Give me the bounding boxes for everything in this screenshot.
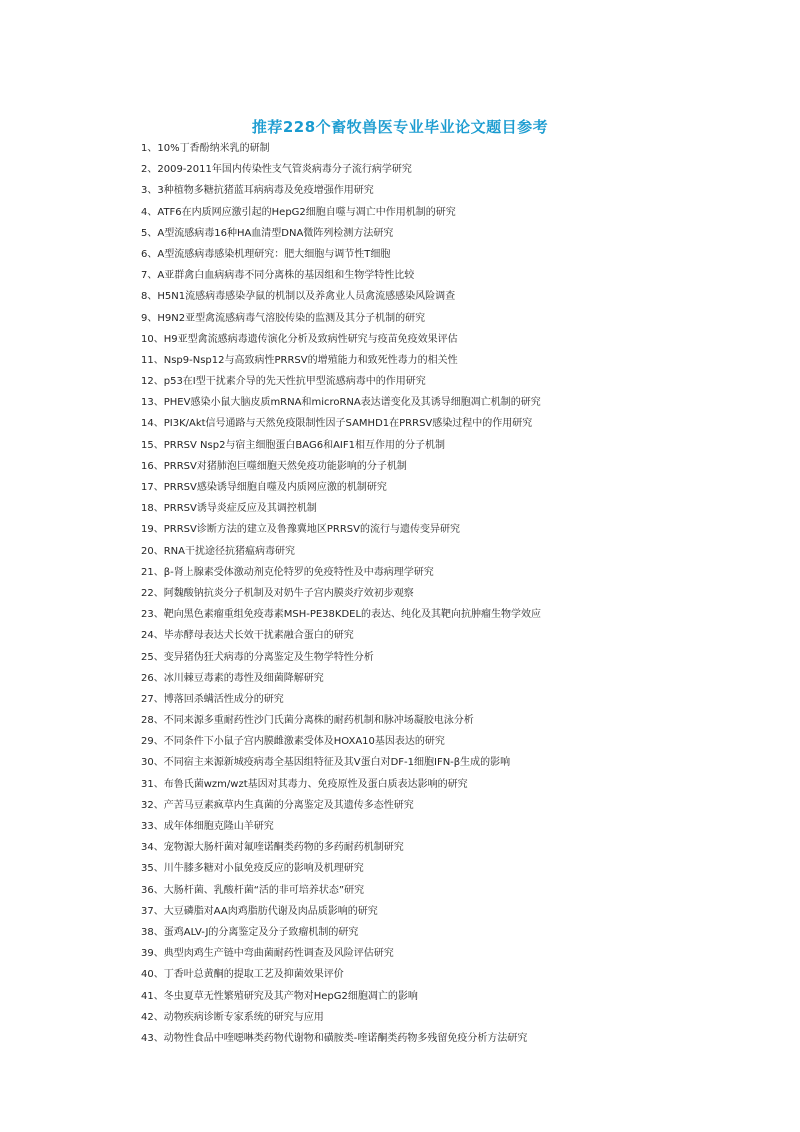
list-item-number: 20、 [141, 545, 164, 557]
list-item-number: 2、 [141, 164, 158, 176]
list-item [141, 583, 781, 604]
list-item-title: H5N1流感病毒感染孕鼠的机制以及养禽业人员禽流感感染风险调查 [157, 291, 456, 303]
list-item [141, 710, 781, 731]
list-item-title: p53在I型干扰素介导的先天性抗甲型流感病毒中的作用研究 [163, 376, 426, 388]
list-item [141, 795, 781, 816]
list-item [141, 223, 781, 244]
list-item-number: 21、 [141, 566, 164, 578]
list-item-title: ATF6在内质网应激引起的HepG2细胞自噬与凋亡中作用机制的研究 [157, 206, 456, 218]
list-item [141, 964, 781, 985]
list-item [141, 159, 781, 180]
list-item [141, 541, 781, 562]
list-item-number: 13、 [141, 397, 164, 409]
list-item [141, 901, 781, 922]
list-item-number: 9、 [141, 312, 158, 324]
list-item-title: 大豆磷脂对AA肉鸡脂肪代谢及肉品质影响的研究 [163, 905, 378, 917]
list-item-title: 动物疾病诊断专家系统的研究与应用 [163, 1011, 324, 1023]
list-item-number: 36、 [141, 884, 164, 896]
document-title: 推荐228个畜牧兽医专业毕业论文题目参考 [251, 118, 549, 136]
list-item-title: H9亚型禽流感病毒遗传演化分析及致病性研究与疫苗免疫效果评估 [163, 333, 458, 345]
list-item-number: 16、 [141, 460, 164, 472]
list-item-number: 40、 [141, 969, 164, 981]
list-item-number: 26、 [141, 672, 164, 684]
list-item [141, 774, 781, 795]
list-item [141, 456, 781, 477]
list-item-title: A型流感病毒感染机理研究：肥大细胞与调节性T细胞 [157, 248, 391, 260]
list-item [141, 943, 781, 964]
list-item-title: 靶向黑色素瘤重组免疫毒素MSH-PE38KDEL的表达、纯化及其靶向抗肿瘤生物学效应 [163, 609, 542, 621]
list-item-number: 18、 [141, 503, 164, 515]
list-item-title: 2009-2011年国内传染性支气管炎病毒分子流行病学研究 [157, 164, 412, 176]
topic-list [141, 138, 781, 1049]
list-item-title: H9N2亚型禽流感病毒气溶胶传染的监测及其分子机制的研究 [157, 312, 426, 324]
list-item-title: PRRSV诱导炎症反应及其调控机制 [163, 503, 317, 515]
list-item-number: 6、 [141, 248, 158, 260]
list-item-number: 11、 [141, 354, 164, 366]
list-item-number: 25、 [141, 651, 164, 663]
list-item-number: 39、 [141, 948, 164, 960]
list-item [141, 477, 781, 498]
list-item-number: 10、 [141, 333, 164, 345]
list-item [141, 308, 781, 329]
list-item [141, 689, 781, 710]
list-item-number: 30、 [141, 757, 164, 769]
list-item [141, 1028, 781, 1049]
list-item-title: 变异猪伪狂犬病毒的分离鉴定及生物学特性分析 [163, 651, 374, 663]
list-item-title: A亚群禽白血病病毒不同分离株的基因组和生物学特性比较 [157, 270, 415, 282]
list-item [141, 731, 781, 752]
list-item-title: 不同宿主来源新城疫病毒全基因组特征及其V蛋白对DF-1细胞IFN-β生成的影响 [163, 757, 511, 769]
list-item-number: 28、 [141, 715, 164, 727]
list-item-title: β-肾上腺素受体激动剂克伦特罗的免疫特性及中毒病理学研究 [163, 566, 434, 578]
list-item [141, 392, 781, 413]
list-item [141, 286, 781, 307]
list-item-title: 博落回杀螨活性成分的研究 [163, 693, 284, 705]
list-item [141, 435, 781, 456]
list-item [141, 519, 781, 540]
list-item-number: 1、 [141, 143, 158, 154]
list-item [141, 371, 781, 392]
list-item [141, 138, 781, 159]
list-item-title: 川牛膝多糖对小鼠免疫反应的影响及机理研究 [163, 863, 364, 875]
list-item-title: PRRSV对猪肺泡巨噬细胞天然免疫功能影响的分子机制 [163, 460, 407, 472]
list-item [141, 202, 781, 223]
list-item-number: 4、 [141, 206, 158, 218]
list-item-title: PI3K/Akt信号通路与天然免疫限制性因子SAMHD1在PRRSV感染过程中的作用研究 [163, 418, 533, 430]
list-item-number: 35、 [141, 863, 164, 875]
list-item-number: 22、 [141, 587, 164, 599]
list-item [141, 604, 781, 625]
list-item-title: 不同条件下小鼠子宫内膜雌激素受体及HOXA10基因表达的研究 [163, 736, 445, 748]
list-item-number: 24、 [141, 630, 164, 642]
list-item-title: 丁香叶总黄酮的提取工艺及抑菌效果评价 [163, 969, 344, 981]
list-item [141, 562, 781, 583]
list-item [141, 180, 781, 201]
list-item-title: Nsp9-Nsp12与高致病性PRRSV的增殖能力和致死性毒力的相关性 [163, 354, 458, 366]
list-item-number: 41、 [141, 990, 164, 1002]
list-item [141, 922, 781, 943]
list-item-number: 38、 [141, 926, 164, 938]
list-item-title: RNA干扰途径抗猪瘟病毒研究 [163, 545, 296, 557]
list-item [141, 880, 781, 901]
list-item-title: PRRSV诊断方法的建立及鲁豫冀地区PRRSV的流行与遗传变异研究 [163, 524, 460, 536]
list-item [141, 329, 781, 350]
list-item-title: 动物性食品中喹噁啉类药物代谢物和磺胺类-喹诺酮类药物多残留免疫分析方法研究 [163, 1032, 528, 1044]
list-item-title: 冰川棘豆毒素的毒性及细菌降解研究 [163, 672, 324, 684]
list-item-number: 17、 [141, 482, 164, 493]
list-item-number: 43、 [141, 1032, 164, 1044]
list-item-title: 成年体细胞克隆山羊研究 [163, 821, 274, 832]
list-item [141, 752, 781, 773]
list-item [141, 986, 781, 1007]
list-item [141, 244, 781, 265]
list-item [141, 265, 781, 286]
list-item-title: 3种植物多糖抗猪蓝耳病病毒及免疫增强作用研究 [157, 185, 374, 197]
list-item-title: 蛋鸡ALV-J的分离鉴定及分子致瘤机制的研究 [163, 926, 359, 938]
list-item-title: 阿魏酸钠抗炎分子机制及对奶牛子宫内膜炎疗效初步观察 [163, 587, 414, 599]
list-item-title: 冬虫夏草无性繁殖研究及其产物对HepG2细胞凋亡的影响 [163, 990, 418, 1002]
list-item [141, 350, 781, 371]
list-item [141, 816, 781, 837]
list-item-title: 布鲁氏菌wzm/wzt基因对其毒力、免疫原性及蛋白质表达影响的研究 [163, 778, 468, 790]
list-item-number: 27、 [141, 693, 164, 705]
list-item-title: A型流感病毒16种HA血清型DNA微阵列检测方法研究 [157, 227, 394, 239]
list-item-title: 宠物源大肠杆菌对氟喹诺酮类药物的多药耐药机制研究 [163, 842, 404, 854]
list-item-number: 42、 [141, 1011, 164, 1023]
list-item-number: 5、 [141, 227, 158, 239]
list-item-title: 大肠杆菌、乳酸杆菌“活的非可培养状态”研究 [163, 884, 365, 896]
list-item-title: 典型肉鸡生产链中弯曲菌耐药性调查及风险评估研究 [163, 948, 394, 960]
list-item-title: PHEV感染小鼠大脑皮质mRNA和microRNA表达谱变化及其诱导细胞凋亡机制的研究 [163, 397, 541, 409]
list-item-title: PRRSV Nsp2与宿主细胞蛋白BAG6和AIF1相互作用的分子机制 [163, 439, 445, 451]
list-item-number: 31、 [141, 778, 164, 790]
list-item [141, 837, 781, 858]
list-item [141, 668, 781, 689]
list-item-number: 7、 [141, 270, 158, 282]
list-item [141, 625, 781, 646]
list-item-number: 12、 [141, 376, 164, 388]
list-item-number: 8、 [141, 291, 158, 303]
list-item [141, 1007, 781, 1028]
list-item-number: 29、 [141, 736, 164, 748]
list-item-title: 10%丁香酚纳米乳的研制 [157, 143, 270, 154]
list-item-title: 产苦马豆素疯草内生真菌的分离鉴定及其遗传多态性研究 [163, 799, 414, 811]
list-item [141, 498, 781, 519]
list-item-title: PRRSV感染诱导细胞自噬及内质网应激的机制研究 [163, 482, 387, 493]
list-item-number: 33、 [141, 821, 164, 832]
list-item-number: 37、 [141, 905, 164, 917]
list-item-title: 毕赤酵母表达犬长效干扰素融合蛋白的研究 [163, 630, 354, 642]
list-item [141, 647, 781, 668]
list-item-number: 32、 [141, 799, 164, 811]
list-item-number: 23、 [141, 609, 164, 621]
list-item-number: 15、 [141, 439, 164, 451]
list-item [141, 413, 781, 434]
list-item [141, 858, 781, 879]
list-item-number: 14、 [141, 418, 164, 430]
list-item-number: 19、 [141, 524, 164, 536]
list-item-number: 34、 [141, 842, 164, 854]
list-item-title: 不同来源多重耐药性沙门氏菌分离株的耐药机制和脉冲场凝胶电泳分析 [163, 715, 474, 727]
list-item-number: 3、 [141, 185, 158, 197]
